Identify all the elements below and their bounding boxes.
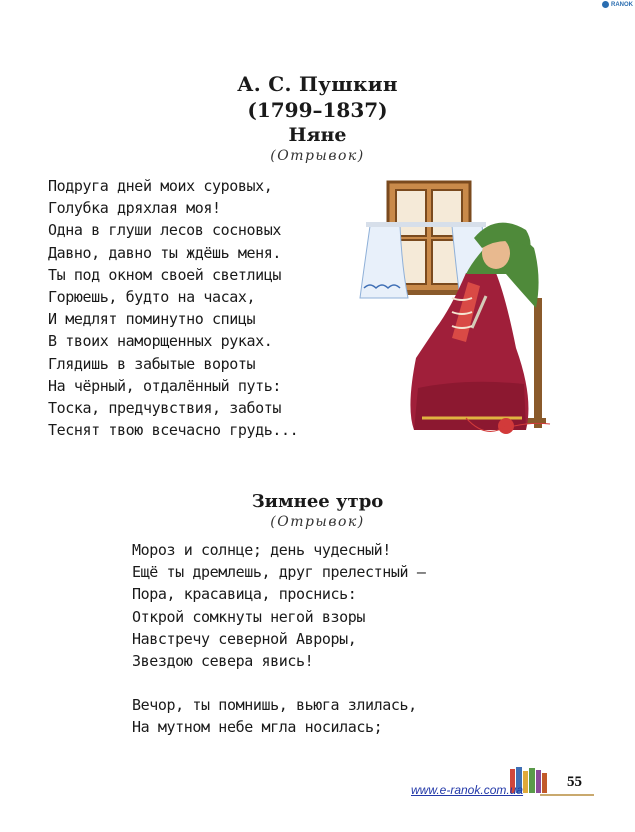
poem-line: Звездою севера явись!: [132, 652, 314, 671]
poem-title-nyane: Няне: [288, 124, 347, 146]
ranok-logo-icon: [602, 1, 609, 8]
poem-line: Ты под окном своей светлицы: [48, 265, 282, 284]
poem-line: Горюешь, будто на часах,: [48, 288, 256, 307]
poem-line: Тоска, предчувствия, заботы: [48, 399, 282, 418]
poem-subtitle-excerpt: (Отрывок): [270, 148, 365, 164]
poem-line: Открой сомкнуты негой взоры: [132, 607, 366, 626]
poem-line: Вечор, ты помнишь, вьюга злилась,: [132, 696, 417, 715]
poem-title-winter-morning: Зимнее утро: [251, 491, 384, 512]
poem-line: Подруга дней моих суровых,: [48, 177, 273, 195]
poem-author: А. С. Пушкин: [237, 72, 398, 96]
publisher-website-link[interactable]: www.e-ranok.com.ua: [411, 783, 524, 797]
footer-divider: [540, 794, 594, 796]
poem-line: Давно, давно ты ждёшь меня.: [48, 243, 282, 262]
stanza-gap: [132, 672, 425, 694]
publisher-badge-text: RANOK: [611, 1, 633, 8]
nanny-knitting-illustration: [356, 178, 556, 438]
poem-line: И медлят поминутно спицы: [48, 310, 256, 329]
poem-line: Одна в глуши лесов сосновых: [48, 221, 282, 240]
poem-nyane-text: [48, 175, 298, 441]
poem-line: Ещё ты дремлешь, друг прелестный —: [132, 563, 426, 582]
poem-line: Теснят твою всечасно грудь...: [48, 421, 299, 440]
poem-line: На мутном небе мгла носилась;: [132, 718, 383, 737]
poem-subtitle-excerpt-2: (Отрывок): [270, 514, 365, 530]
author-years: (1799–1837): [247, 98, 388, 122]
page-number: 55: [567, 774, 582, 790]
poem-line: Пора, красавица, проснись:: [132, 585, 357, 604]
poem-line: На чёрный, отдалённый путь:: [48, 376, 282, 395]
poem-line: В твоих наморщенных руках.: [48, 332, 273, 351]
poem-line: Голубка дряхлая моя!: [48, 199, 221, 218]
publisher-badge: [602, 1, 633, 8]
poem-line: Навстречу северной Авроры,: [132, 629, 357, 648]
poem-winter-morning-text: [132, 539, 425, 739]
poem-line: Мороз и солнце; день чудесный!: [132, 541, 391, 559]
poem-line: Глядишь в забытые вороты: [48, 354, 256, 373]
